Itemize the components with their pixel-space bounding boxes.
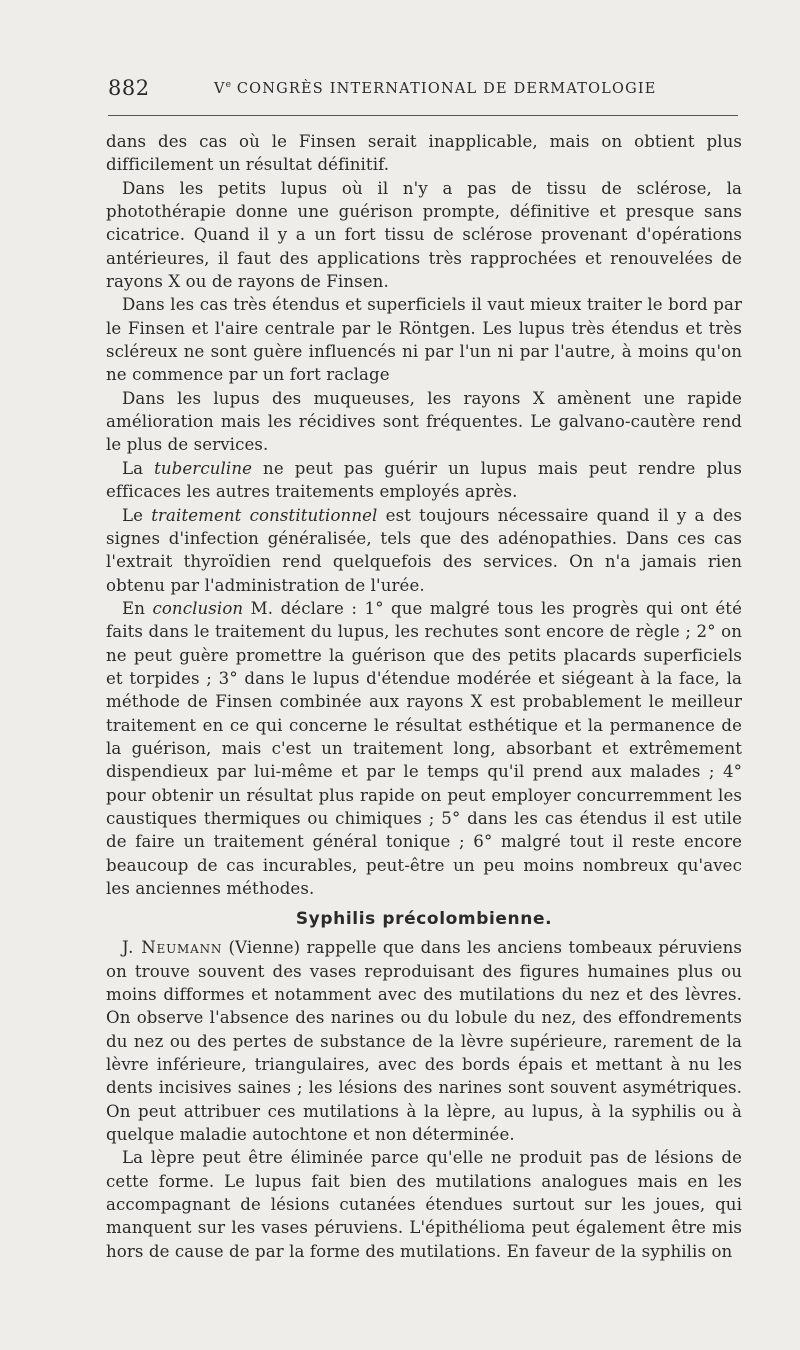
paragraph: [106, 936, 742, 1146]
paragraph: [106, 597, 742, 900]
paragraph: Dans les cas très étendus et superficiels il vaut mieux traiter le bord par le Finsen et l'aire centrale par le Röntgen. Les lupus très étendus et très scléreux ne sont guère influencés ni par l'un ni par l'autre, à moins qu'on ne commence par un fort raclage: [106, 295, 742, 385]
header-rule: [108, 115, 738, 116]
emphasis-conclusion: conclusion: [152, 598, 244, 618]
section-title: Syphilis précolombienne.: [295, 909, 553, 930]
paragraph-text: La: [122, 458, 155, 478]
running-title-text: CONGRÈS INTERNATIONAL DE DERMATOLOGIE: [236, 80, 657, 97]
body-text: [106, 130, 742, 1263]
paragraph: Dans les lupus des muqueuses, les rayons X amènent une rapide amélioration mais les récidives sont fréquentes. Le galvano-cautère rend le plus de services.: [106, 388, 742, 455]
page-number: 882: [108, 76, 150, 100]
running-title: [214, 80, 657, 97]
paragraph-text: (Vienne) rappelle que dans les anciens tombeaux péruviens on trouve souvent des vases reproduisant des figures humaines plus ou moins difformes et notamment avec des mutilations du nez et des lèvres. On observe l'absence des narines ou du lobule du nez, des effondrements du nez ou des pertes de substance de la lèvre supérieure, rarement de la lèvre inférieure, triangulaires, avec des bords épais et mettant à nu les dents incisives saines ; les lésions des narines sont souvent asymétriques. On peut attribuer ces mutilations à la lèpre, au lupus, à la syphilis ou à quelque maladie autochtone et non déterminée.: [106, 938, 742, 1145]
paragraph-text: Le: [122, 505, 152, 525]
paragraph: [106, 457, 742, 504]
page-header: [108, 76, 738, 106]
paragraph-text: En: [122, 598, 153, 618]
paragraph-text: ne peut pas guérir un lupus mais peut rendre plus efficaces les autres traitements employés après.: [106, 458, 742, 502]
paragraph: Dans les petits lupus où il n'y a pas de tissu de sclérose, la photothérapie donne une guérison prompte, définitive et presque sans cicatrice. Quand il y a un fort tissu de sclérose provenant d'opérations antérieures, il faut des applications très rapprochées et renouvelées de rayons X ou de rayons de Finsen.: [106, 178, 742, 292]
paragraph: dans des cas où le Finsen serait inapplicable, mais on obtient plus difficilement un résultat définitif.: [106, 132, 742, 175]
paragraph-text: est toujours nécessaire quand il y a des signes d'infection généralisée, tels que des adénopathies. Dans ces cas l'extrait thyroïdien rend quelquefois des services. On n'a jamais rien obtenu par l'administration de l'urée.: [106, 505, 743, 595]
emphasis-tuberculine: tuberculine: [154, 458, 253, 478]
emphasis-traitement: traitement constitutionnel: [151, 505, 378, 525]
paragraph: [106, 504, 742, 597]
paragraph: La lèpre peut être éliminée parce qu'elle ne produit pas de lésions de cette forme. Le lupus fait bien des mutilations analogues mais en les accompagnant de lésions cutanées étendues surtout sur les joues, qui manquent sur les vases péruviens. L'épithélioma peut également être mis hors de cause de par la forme des mutilations. En faveur de la syphilis on: [106, 1148, 742, 1261]
author-name: J. Neumann: [122, 938, 223, 958]
running-title-sup: e: [225, 80, 231, 90]
running-title-prefix: V: [214, 80, 226, 97]
paragraph-text: M. déclare : 1° que malgré tous les progrès qui ont été faits dans le traitement du lupus, les rechutes sont encore de règle ; 2° on ne peut guère promettre la guérison que des petits placards superficiels et torpides ; 3° dans le lupus d'étendue modérée et siégeant à la face, la méthode de Finsen combinée aux rayons X est probablement le meilleur traitement en ce qui concerne le résultat esthétique et la permanence de la guérison, mais c'est un traitement long, absorbant et extrêmement dispendieux par lui-même et par le temps qu'il prend aux malades ; 4° pour obtenir un résultat plus rapide on peut employer concurremment les caustiques thermiques ou chimiques ; 5° dans les cas étendus il est utile de faire un traitement général tonique ; 6° malgré tout il reste encore beaucoup de cas incurables, peut-être un peu moins nombreux qu'avec les anciennes méthodes.: [106, 598, 742, 898]
